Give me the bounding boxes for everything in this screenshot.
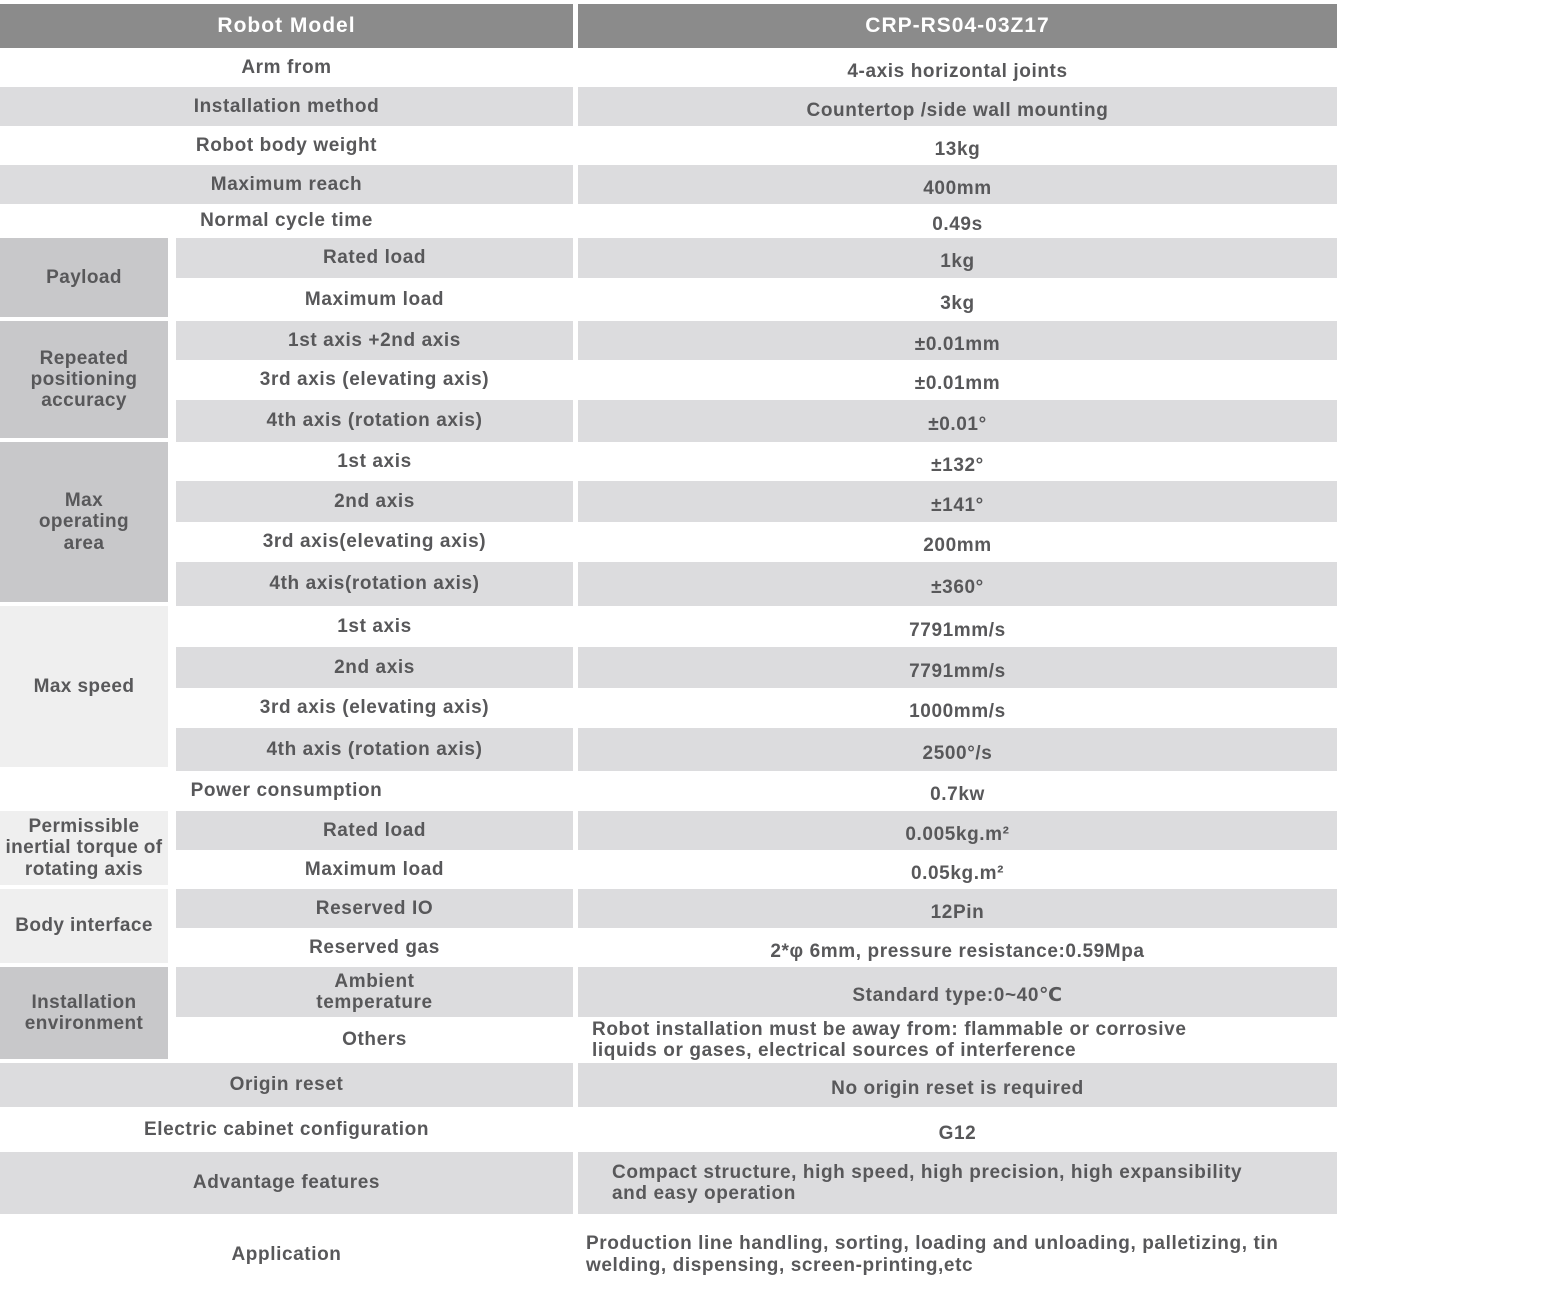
row-label-text: Installation method [193, 95, 380, 117]
row-value [578, 87, 1337, 126]
group-cell-max-speed [0, 606, 168, 771]
row-label [0, 204, 573, 238]
row-label [176, 278, 573, 321]
row-label [176, 606, 573, 647]
row-label-text: Rated load [322, 819, 427, 841]
row-value-text: 7791mm/s [909, 660, 1006, 682]
row-label-text: 2nd axis [334, 490, 415, 512]
row-value-text: 7791mm/s [909, 619, 1006, 641]
row-value-text: 1kg [940, 251, 975, 273]
row-value-text: 0.005kg.m² [905, 823, 1010, 845]
row-label [176, 688, 573, 728]
row-value-text: 12Pin [930, 901, 985, 923]
row-value-text: ±0.01mm [914, 373, 1001, 395]
row-value-text: 1000mm/s [909, 701, 1006, 723]
row-label-text: Rated load [322, 247, 427, 269]
row-label-text: 1st axis [337, 450, 412, 472]
model-number-header-text: CRP-RS04-03Z17 [865, 14, 1050, 38]
row-value-text: 0.05kg.m² [910, 862, 1005, 884]
group-cell-repeated-positioning-accuracy-text: Repeated positioning accuracy [30, 347, 138, 412]
group-cell-max-speed-text: Max speed [33, 675, 135, 697]
row-value [578, 728, 1337, 771]
row-value-text: 0.7kw [930, 784, 985, 806]
row-value [578, 400, 1337, 442]
group-cell-body-interface-text: Body interface [15, 915, 153, 937]
row-label [176, 889, 573, 928]
row-label [176, 811, 573, 850]
row-value [578, 928, 1337, 967]
row-label [176, 400, 573, 442]
row-value [578, 481, 1337, 522]
row-label [0, 1107, 573, 1152]
row-label-text: 3rd axis(elevating axis) [262, 531, 487, 553]
row-value [578, 811, 1337, 850]
row-label-text: Electric cabinet configuration [143, 1118, 430, 1140]
row-value-text: Compact structure, high speed, high precision, high expansibility and easy operation [612, 1161, 1243, 1204]
group-cell-payload-text: Payload [46, 266, 122, 288]
row-label-text: 2nd axis [334, 656, 415, 678]
row-label [176, 1017, 573, 1063]
row-label [0, 48, 573, 87]
row-label [0, 771, 573, 811]
row-label-text: Maximum reach [210, 173, 363, 195]
row-label [176, 321, 573, 360]
row-label-text: 4th axis (rotation axis) [266, 738, 483, 760]
row-value [578, 1107, 1337, 1152]
row-value-text: Countertop /side wall mounting [806, 99, 1109, 121]
row-label-text: 1st axis [337, 615, 412, 637]
group-cell-repeated-positioning-accuracy [0, 321, 168, 442]
group-cell-installation-environment-text: Installation environment [24, 991, 144, 1034]
row-value [578, 647, 1337, 688]
row-value-text: G12 [938, 1122, 977, 1144]
row-value [578, 606, 1337, 647]
row-label-text: Origin reset [229, 1074, 344, 1096]
row-label [176, 522, 573, 562]
row-value [578, 562, 1337, 606]
row-label-text: Reserved gas [309, 936, 440, 958]
row-label-text: Arm from [241, 56, 332, 78]
row-value-text: Production line handling, sorting, loading and unloading, palletizing, tin welding, dispensing, screen-printing,etc [586, 1233, 1279, 1276]
row-value-text: 4-axis horizontal joints [847, 60, 1068, 82]
group-cell-permissible-inertial-torque-of-rotating-axis-text: Permissible inertial torque of rotating axis [5, 816, 163, 880]
row-label-text: Maximum load [304, 288, 445, 310]
group-cell-permissible-inertial-torque-of-rotating-axis [0, 811, 168, 889]
row-value-text: ±132° [931, 454, 984, 476]
row-label [176, 728, 573, 771]
row-label-text: 3rd axis (elevating axis) [259, 697, 490, 719]
row-value [578, 522, 1337, 562]
row-label-text: Ambient temperature [316, 970, 433, 1013]
row-label [0, 165, 573, 204]
row-value [578, 321, 1337, 360]
row-value-text: ±360° [931, 577, 984, 599]
row-value [578, 126, 1337, 165]
row-value [578, 1063, 1337, 1107]
robot-model-header [0, 4, 573, 48]
row-value [578, 771, 1337, 811]
group-cell-max-operating-area [0, 442, 168, 606]
row-value [578, 1214, 1337, 1295]
row-value [578, 165, 1337, 204]
row-value-text: 2500°/s [922, 742, 993, 764]
row-value-text: 0.49s [932, 214, 983, 236]
row-value [578, 889, 1337, 928]
robot-spec-table [0, 4, 1337, 1295]
row-value-text: 3kg [940, 292, 975, 314]
row-value-text: 2*φ 6mm, pressure resistance:0.59Mpa [770, 940, 1145, 962]
row-label-text: Normal cycle time [200, 210, 373, 232]
row-value [578, 204, 1337, 238]
row-value [578, 967, 1337, 1017]
row-label [176, 850, 573, 889]
row-label-text: Maximum load [304, 858, 445, 880]
row-value [578, 1017, 1337, 1063]
row-label [176, 967, 573, 1017]
row-label-text: Robot body weight [195, 134, 378, 156]
row-value-text: ±0.01mm [914, 333, 1001, 355]
row-value-text: Standard type:0~40℃ [852, 985, 1063, 1007]
row-value [578, 360, 1337, 400]
row-label [0, 87, 573, 126]
row-label [0, 1214, 573, 1295]
group-cell-max-operating-area-text: Max operating area [38, 490, 130, 554]
row-label [176, 562, 573, 606]
row-value [578, 238, 1337, 278]
row-value-text: 400mm [923, 177, 992, 199]
row-label-text: Reserved IO [315, 897, 434, 919]
row-label [176, 442, 573, 481]
row-value [578, 48, 1337, 87]
row-value-text: 13kg [934, 138, 981, 160]
row-value [578, 442, 1337, 481]
group-cell-body-interface [0, 889, 168, 967]
row-label [0, 1152, 573, 1214]
row-value-text: ±0.01° [928, 414, 987, 436]
row-value [578, 278, 1337, 321]
row-label [176, 928, 573, 967]
row-label-text: 4th axis (rotation axis) [266, 410, 483, 432]
row-label-text: 3rd axis (elevating axis) [259, 369, 490, 391]
row-label [176, 647, 573, 688]
row-value [578, 688, 1337, 728]
row-value [578, 850, 1337, 889]
row-label-text: Power consumption [190, 780, 383, 802]
robot-model-header-text: Robot Model [217, 14, 356, 38]
row-label [176, 481, 573, 522]
row-label [0, 126, 573, 165]
row-value-text: 200mm [923, 535, 992, 557]
row-label-text: 1st axis +2nd axis [288, 329, 461, 351]
row-value-text: Robot installation must be away from: flammable or corrosive liquids or gases, electrical sources of interference [592, 1018, 1187, 1061]
row-label-text: Advantage features [192, 1172, 381, 1194]
model-number-header [578, 4, 1337, 48]
row-label [176, 360, 573, 400]
row-value-text: No origin reset is required [831, 1078, 1084, 1100]
group-cell-payload [0, 238, 168, 321]
row-label [0, 1063, 573, 1107]
group-cell-installation-environment [0, 967, 168, 1063]
row-value [578, 1152, 1337, 1214]
row-label [176, 238, 573, 278]
row-label-text: 4th axis(rotation axis) [269, 573, 480, 595]
row-label-text: Application [231, 1243, 342, 1265]
row-label-text: Others [342, 1029, 407, 1051]
row-value-text: ±141° [931, 494, 984, 516]
